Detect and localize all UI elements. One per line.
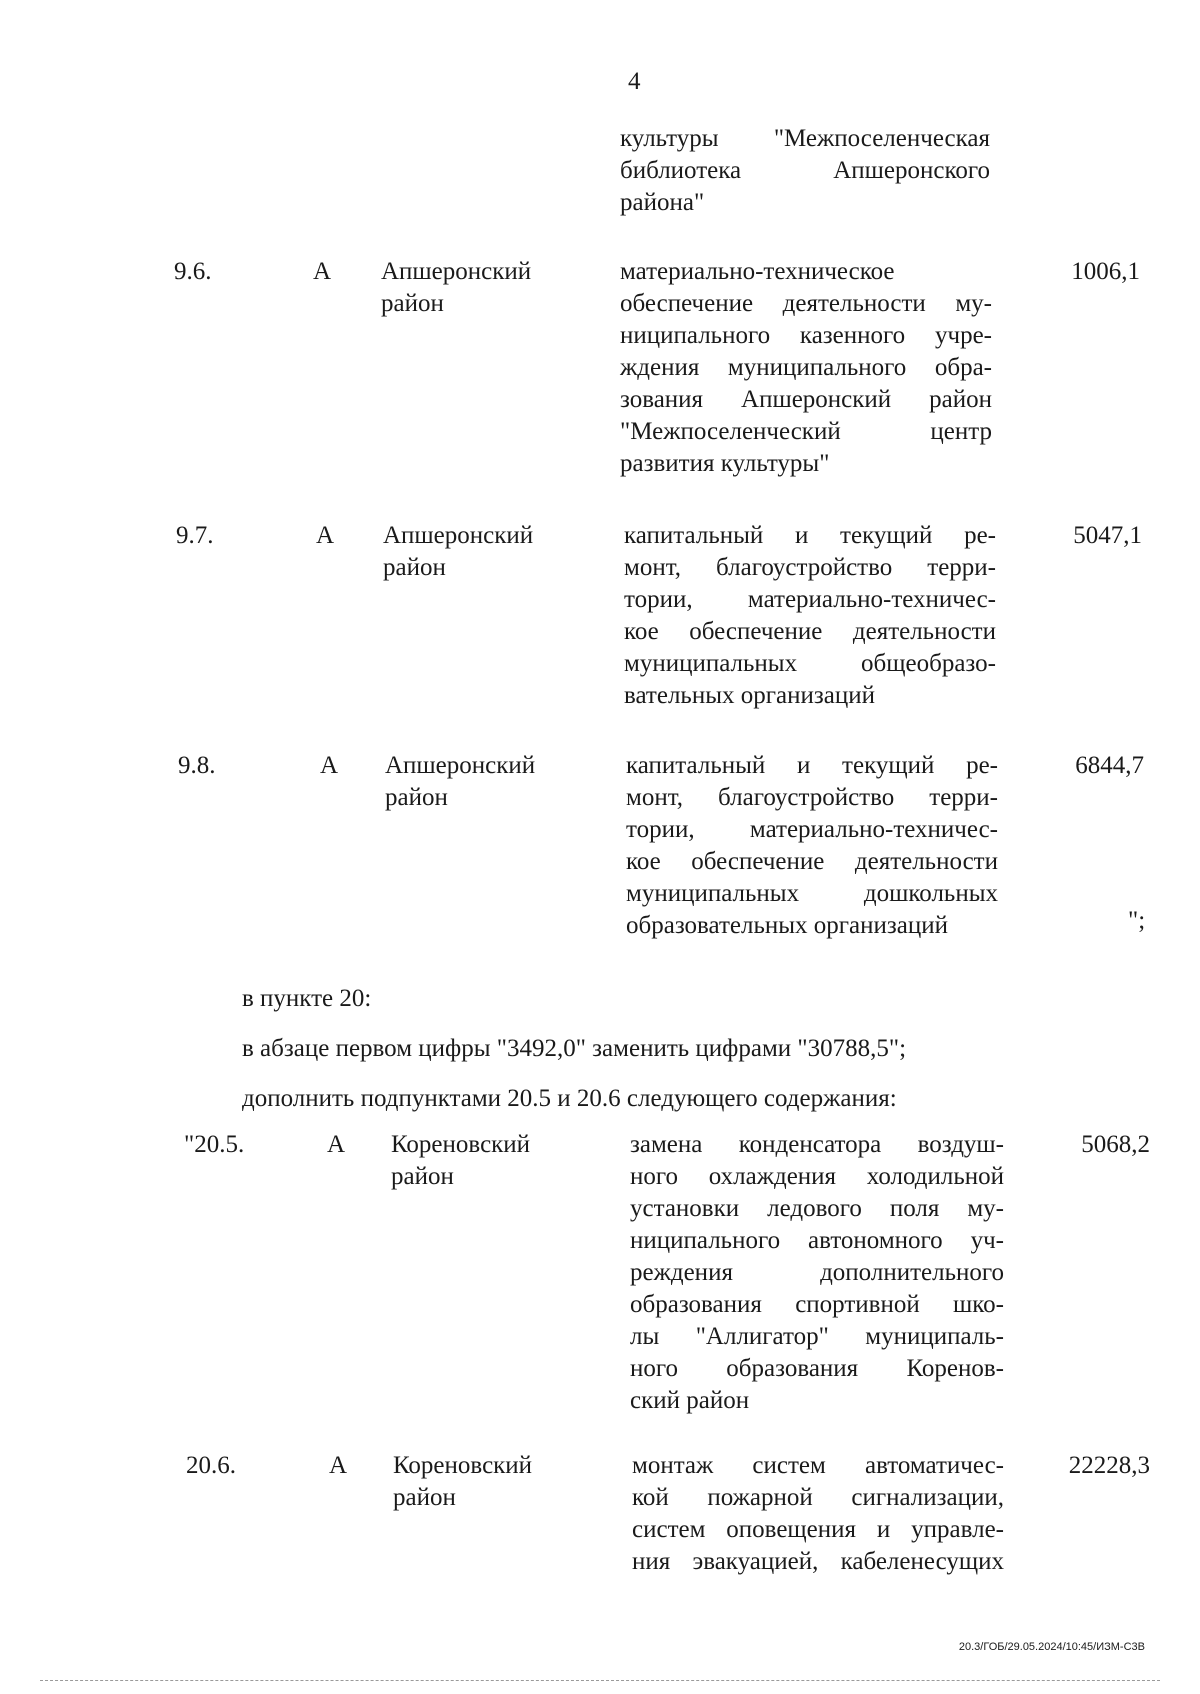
description-line: зования Апшеронский район	[620, 386, 992, 413]
description-line: образования спортивной шко-	[630, 1291, 1004, 1318]
description-line: кое обеспечение деятельности	[624, 618, 996, 645]
description-line: установки ледового поля му-	[630, 1195, 1004, 1222]
description-line: лы "Аллигатор" муниципаль-	[630, 1323, 1004, 1350]
row-description	[632, 1450, 1004, 1578]
closing-quote: ";	[1128, 907, 1146, 934]
description-line: систем оповещения и управле-	[632, 1516, 1004, 1543]
row-amount: 6844,7	[1075, 752, 1144, 779]
description-line: ниципального автономного уч-	[630, 1227, 1004, 1254]
row-amount: 5068,2	[1081, 1131, 1150, 1158]
row-district: район	[391, 1163, 454, 1190]
description-line: реждения дополнительного	[630, 1259, 1004, 1286]
row-number: "20.5.	[184, 1131, 245, 1158]
description-line: тории, материально-техничес-	[626, 816, 998, 843]
description-line: монтаж систем автоматичес-	[632, 1452, 1004, 1479]
paragraph: дополнить подпунктами 20.5 и 20.6 следующего содержания:	[242, 1085, 897, 1112]
description-line: монт, благоустройство терри-	[626, 784, 998, 811]
row-description	[624, 520, 996, 712]
description-line: ного охлаждения холодильной	[630, 1163, 1004, 1190]
row-description	[620, 256, 992, 480]
description-line: образовательных организаций	[626, 912, 949, 939]
description-line: ного образования Коренов-	[630, 1355, 1004, 1382]
row-number: 20.6.	[186, 1452, 236, 1479]
row-amount: 22228,3	[1068, 1452, 1150, 1479]
row-type: А	[313, 258, 332, 285]
row-district: район	[383, 554, 446, 581]
row-district: район	[381, 290, 444, 317]
description-line: материально-техническое	[620, 258, 895, 285]
description-line: ский район	[630, 1387, 750, 1414]
description-line: замена конденсатора воздуш-	[630, 1131, 1004, 1158]
row-district: район	[393, 1484, 456, 1511]
description-line: кое обеспечение деятельности	[626, 848, 998, 875]
description-line: ждения муниципального обра-	[620, 354, 992, 381]
row-district: Апшеронский	[381, 258, 532, 285]
continuation-line: библиотека Апшеронского	[620, 157, 990, 184]
row-type: А	[320, 752, 339, 779]
row-description	[626, 750, 998, 942]
description-line: капитальный и текущий ре-	[626, 752, 998, 779]
row-district: Кореновский	[393, 1452, 533, 1479]
continuation-line: района"	[620, 189, 705, 216]
continuation-description	[620, 123, 990, 219]
row-district: Кореновский	[391, 1131, 531, 1158]
page-number: 4	[628, 68, 641, 95]
row-district: район	[385, 784, 448, 811]
row-amount: 1006,1	[1071, 258, 1140, 285]
description-line: монт, благоустройство терри-	[624, 554, 996, 581]
row-type: А	[327, 1131, 346, 1158]
paragraph: в абзаце первом цифры "3492,0" заменить цифрами "30788,5";	[242, 1035, 907, 1062]
row-number: 9.7.	[176, 522, 214, 549]
description-line: ниципального казенного учре-	[620, 322, 992, 349]
scan-edge-line	[40, 1680, 1160, 1682]
row-district: Апшеронский	[383, 522, 534, 549]
description-line: обеспечение деятельности му-	[620, 290, 992, 317]
row-type: А	[329, 1452, 348, 1479]
continuation-line: культуры "Межпоселенческая	[620, 125, 990, 152]
description-line: "Межпоселенческий центр	[620, 418, 992, 445]
description-line: развития культуры"	[620, 450, 830, 477]
description-line: капитальный и текущий ре-	[624, 522, 996, 549]
document-code: 20.3/ГОБ/29.05.2024/10:45/ИЗМ-С3В	[958, 1641, 1145, 1653]
row-description	[630, 1129, 1004, 1417]
row-district: Апшеронский	[385, 752, 536, 779]
description-line: кой пожарной сигнализации,	[632, 1484, 1004, 1511]
description-line: муниципальных общеобразо-	[624, 650, 996, 677]
description-line: тории, материально-техничес-	[624, 586, 996, 613]
description-line: вательных организаций	[624, 682, 875, 709]
paragraph: в пункте 20:	[242, 985, 372, 1012]
row-number: 9.8.	[178, 752, 216, 779]
row-amount: 5047,1	[1073, 522, 1142, 549]
row-number: 9.6.	[174, 258, 212, 285]
row-type: А	[316, 522, 335, 549]
description-line: ния эвакуацией, кабеленесущих	[632, 1548, 1004, 1575]
description-line: муниципальных дошкольных	[626, 880, 998, 907]
